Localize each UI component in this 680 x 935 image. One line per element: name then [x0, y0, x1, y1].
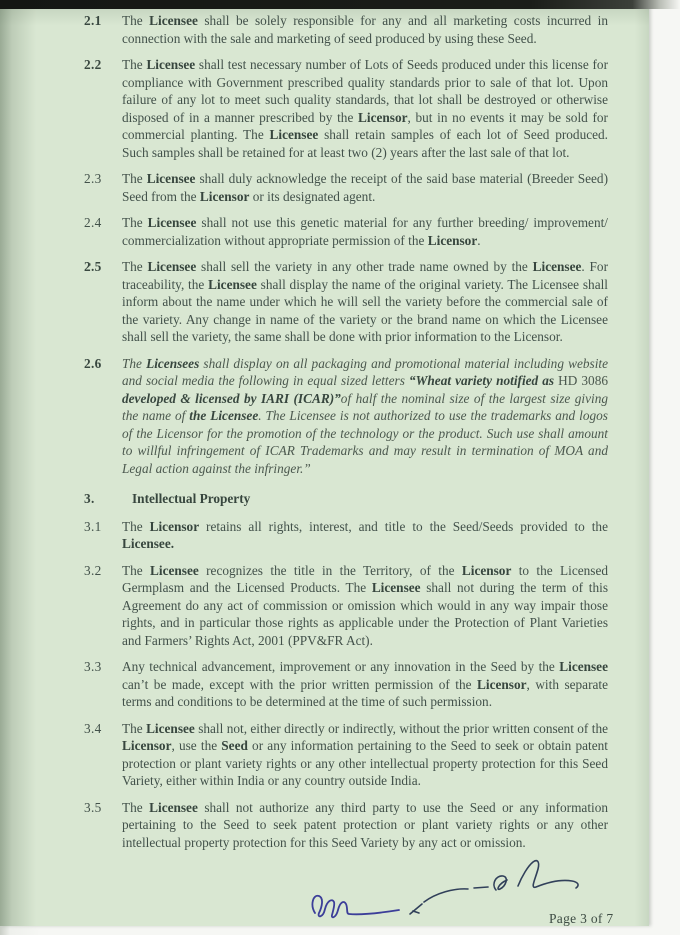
text-run: recognizes the title in the Territory, of the — [198, 562, 462, 578]
clause-3 — [84, 490, 608, 508]
clause-number: 2.1 — [84, 13, 102, 28]
text-run: Licensor — [199, 188, 250, 204]
clause-text — [122, 562, 608, 650]
text-run: of half the nominal size of the largest size giving the name of — [122, 390, 608, 423]
text-run: The — [122, 562, 151, 578]
clause-text — [122, 214, 608, 249]
clause-text — [122, 518, 608, 553]
text-run: Licensee — [269, 127, 319, 142]
text-run: or any information pertaining to the Seed to seek or obtain patent protection or plant variety rights or any other intellectual property protection for this Seed Variety, either within India or any country outside India. — [122, 738, 608, 788]
clause-number: 3.5 — [84, 799, 102, 815]
text-run: The — [122, 171, 147, 186]
text-run: shall display on all packaging and promotional material including website and social media the following in equal sized letters — [122, 355, 608, 388]
text-run: Any technical advancement, improvement or any innovation in the Seed by the — [122, 659, 560, 674]
text-run: Licensee. — [122, 536, 175, 551]
text-run: Licensor — [427, 232, 478, 248]
text-run: “Wheat variety notified as — [408, 373, 559, 388]
text-run: . The Licensee is not authorized to use the trademarks and logos of the Licensor for the promotion of the technology or the product. Such use shall amount to willful infringement of ICAR Trademarks and may result in termination of MOA and Legal action against the infringer.” — [122, 408, 608, 476]
text-run: Licensee — [147, 259, 197, 274]
clause-3.4 — [84, 720, 608, 790]
text-run: The — [122, 215, 148, 230]
clause-text — [122, 56, 608, 161]
clause-2.3 — [84, 170, 608, 205]
text-run: shall duly acknowledge the receipt of the said base material (Breeder Seed) Seed from the — [122, 171, 608, 204]
text-run: Intellectual Property — [132, 491, 251, 506]
text-run: shall be solely responsible for any and all marketing costs incurred in connection with the sale and marketing of seed produced by using these Seed. — [122, 13, 608, 46]
text-run: Licensor — [149, 518, 200, 534]
clause-text — [122, 490, 608, 508]
text-run: Licensor — [122, 738, 172, 753]
text-run: shall test necessary number of Lots of Seeds produced under this license for compliance with Government prescribed quality standards prior to sale of that lot. Upon failure of any lot to meet such quality standards, that lot shall be destroyed or otherwise disposed of in a manner prescribed by the — [122, 57, 609, 125]
text-run: Licensor — [461, 562, 512, 578]
scan-top-edge — [0, 0, 680, 9]
clause-text — [122, 258, 608, 346]
clause-number: 3.2 — [84, 562, 102, 578]
clause-number: 3. — [84, 491, 95, 506]
text-run: Licensee — [147, 215, 197, 230]
text-run: The — [122, 57, 147, 72]
text-run: The — [122, 259, 148, 274]
clause-number: 2.4 — [84, 215, 102, 230]
text-run: to the Licensed Germplasm and the Licensed Products. The — [122, 562, 608, 595]
text-run: Licensee — [532, 259, 582, 274]
text-run: shall not authorize any third party to use the Seed or any information pertaining to the Seed to seek patent protection or plant variety rights or any other intellectual property protection for this Seed Variety by any act or omission. — [122, 799, 609, 850]
text-run: Licensee — [208, 276, 257, 292]
clause-number: 3.1 — [84, 518, 102, 534]
licensee-signature — [306, 888, 402, 922]
clause-text — [122, 720, 608, 790]
text-run: Licensee — [149, 13, 198, 28]
clause-2.4 — [84, 214, 608, 249]
text-run: the Licensee — [189, 408, 259, 423]
text-run: shall display the name of the original variety. The Licensee shall inform about the name under which he will sell the variety before the commercial sale of the variety. Any change in name of the variety or the brand name on which the Licensee shall sell the variety, the same shall be done with prior information to the Licensor. — [122, 276, 608, 344]
text-run: developed & licensed by IARI (ICAR)” — [122, 390, 341, 406]
text-run: Licensees — [146, 355, 200, 371]
clause-number: 2.6 — [84, 355, 102, 371]
text-run: Licensee — [150, 562, 199, 578]
text-run: Licensor — [477, 676, 527, 692]
text-run: The — [122, 13, 150, 28]
text-run: shall not use this genetic material for any further breeding/ improvement/ commercialization without appropriate permission of the — [122, 215, 609, 248]
text-run: Licensee — [371, 580, 421, 595]
clause-text — [122, 12, 608, 47]
clause-3.3 — [84, 658, 608, 711]
text-run: . — [477, 232, 481, 248]
clause-number: 2.3 — [84, 171, 102, 186]
text-run: Licensor — [358, 109, 408, 125]
page-number: Page 3 of 7 — [549, 911, 614, 926]
clause-text — [122, 355, 608, 478]
clause-2.5 — [84, 258, 608, 346]
clause-2.2 — [84, 56, 608, 161]
text-run: shall sell the variety in any other trade name owned by the — [196, 259, 533, 274]
text-run: Licensee — [146, 171, 196, 186]
text-run: HD 3086 — [558, 373, 608, 388]
text-run: Licensee — [149, 799, 198, 815]
text-run: Licensee — [559, 659, 608, 674]
clause-3.2 — [84, 562, 608, 650]
clause-text — [122, 799, 608, 852]
text-run: , use the — [171, 738, 222, 753]
clause-number: 3.4 — [84, 720, 102, 736]
clause-3.5 — [84, 799, 608, 852]
text-run: , with separate terms and conditions to be determined at the time of such permission. — [122, 676, 609, 709]
text-run: The — [122, 518, 150, 534]
clause-text — [122, 658, 608, 711]
text-run: shall retain samples of each lot of Seed produced. Such samples shall be retained for at least two (2) years after the last sale of that lot. — [122, 127, 608, 160]
clause-3.1 — [84, 518, 608, 553]
licensor-signature — [406, 858, 586, 918]
clause-number: 2.5 — [84, 259, 102, 274]
text-run: shall not during the term of this Agreement do any act of commission or omission which would in any way impair those rights, and in particular those rights as applicable under the Protection of Plant Varieties and Farmers’ Rights Act, 2001 (PPV&FR Act). — [122, 580, 608, 648]
text-run: The — [122, 355, 147, 371]
text-run: The — [122, 799, 150, 815]
text-run: can’t be made, except with the prior written permission of the — [122, 676, 478, 692]
text-run: Licensee — [146, 720, 195, 736]
clause-number: 3.3 — [84, 659, 102, 674]
text-run: Licensee — [146, 57, 196, 72]
text-run: Seed — [221, 738, 248, 753]
clause-2.6 — [84, 355, 608, 478]
clause-2.1 — [84, 12, 608, 47]
text-run: retains all rights, interest, and title to the Seed/Seeds provided to the — [199, 518, 608, 534]
clause-text — [122, 170, 608, 205]
text-run: The — [122, 720, 147, 736]
text-run: , but in no events it may be sold for commercial planting. The — [122, 109, 608, 142]
text-run: . For traceability, the — [122, 259, 609, 292]
text-run: or its designated agent. — [249, 188, 376, 204]
clause-number: 2.2 — [84, 57, 102, 72]
clauses — [84, 12, 608, 860]
text-run: shall not, either directly or indirectly, without the prior written consent of the — [194, 720, 608, 736]
